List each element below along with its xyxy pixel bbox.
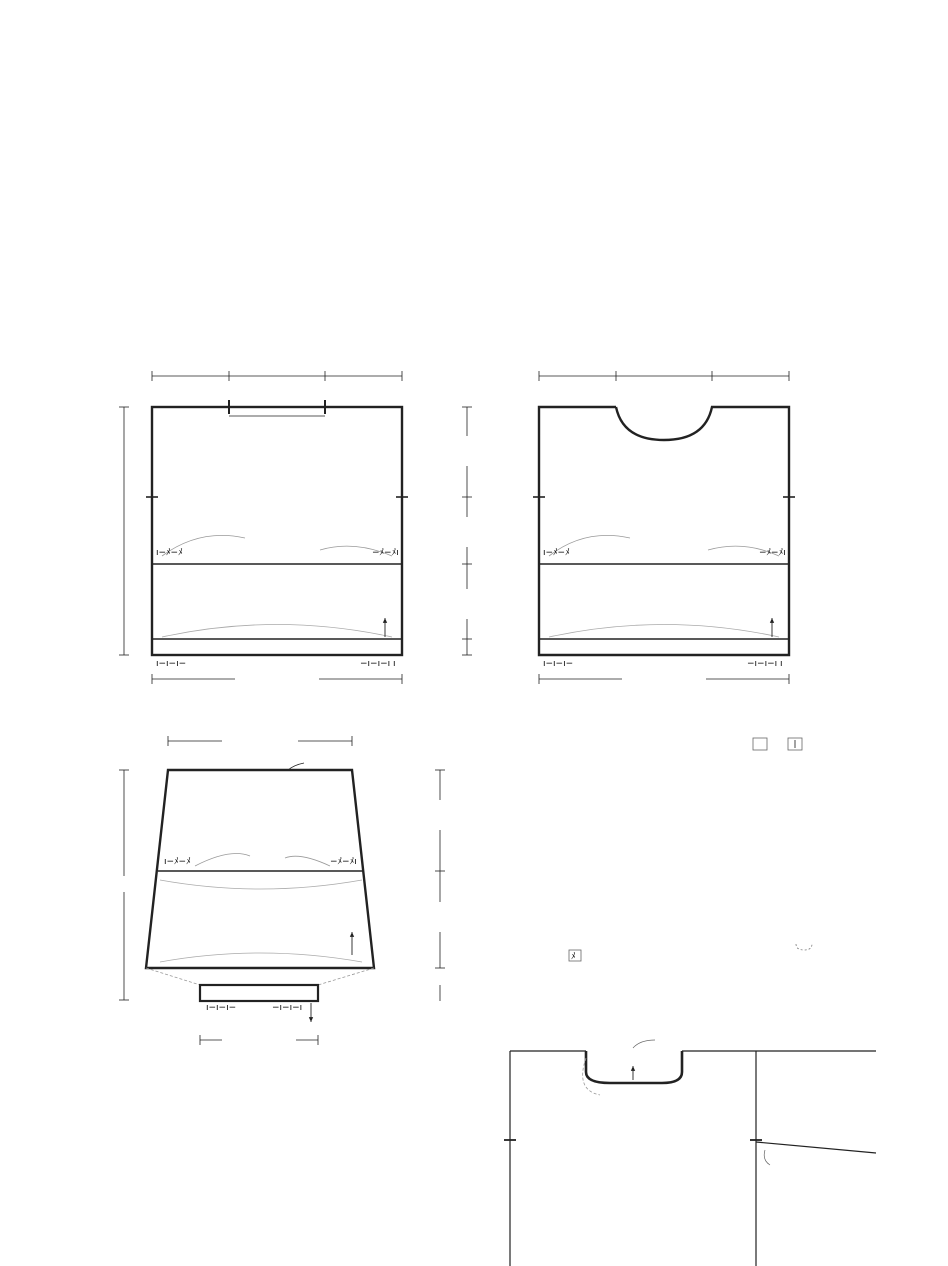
svg-text:−ﾒ−ﾒı: −ﾒ−ﾒı [759, 548, 786, 558]
finishing-diagram [504, 1040, 876, 1266]
svg-text:ı−ı−ı−: ı−ı−ı− [156, 659, 187, 669]
svg-text:−ﾒ−ﾒı: −ﾒ−ﾒı [330, 857, 357, 867]
svg-text:ı−ﾒ−ﾒ: ı−ﾒ−ﾒ [156, 548, 183, 558]
sleeve-outline [146, 770, 374, 968]
legend-knit-box [753, 738, 767, 750]
svg-text:−ﾒ−ﾒı: −ﾒ−ﾒı [372, 548, 399, 558]
front-outline [539, 407, 789, 655]
svg-text:−ı−ı−ı ı: −ı−ı−ı ı [747, 659, 783, 669]
finishing-neckline [586, 1051, 682, 1083]
svg-text:−ı−ı−ı: −ı−ı−ı [272, 1003, 303, 1013]
sleeve-cuff-outline [200, 985, 318, 1001]
front-body-diagram [533, 371, 795, 685]
twisted-rib-chart [569, 738, 812, 962]
back-outline [152, 407, 402, 655]
back-body-diagram [119, 371, 408, 685]
svg-text:ı−ﾒ−ﾒ: ı−ﾒ−ﾒ [543, 548, 570, 558]
svg-text:ı−ı−ı−: ı−ı−ı− [206, 1003, 237, 1013]
svg-text:ı−ı−ı−: ı−ı−ı− [543, 659, 574, 669]
center-dimensions [446, 407, 488, 655]
svg-text:ﾒ: ﾒ [571, 952, 576, 962]
sleeve-diagram [104, 734, 463, 1047]
svg-text:−ı−ı−ı ı: −ı−ı−ı ı [360, 659, 396, 669]
svg-text:ı−ﾒ−ﾒ: ı−ﾒ−ﾒ [164, 857, 191, 867]
